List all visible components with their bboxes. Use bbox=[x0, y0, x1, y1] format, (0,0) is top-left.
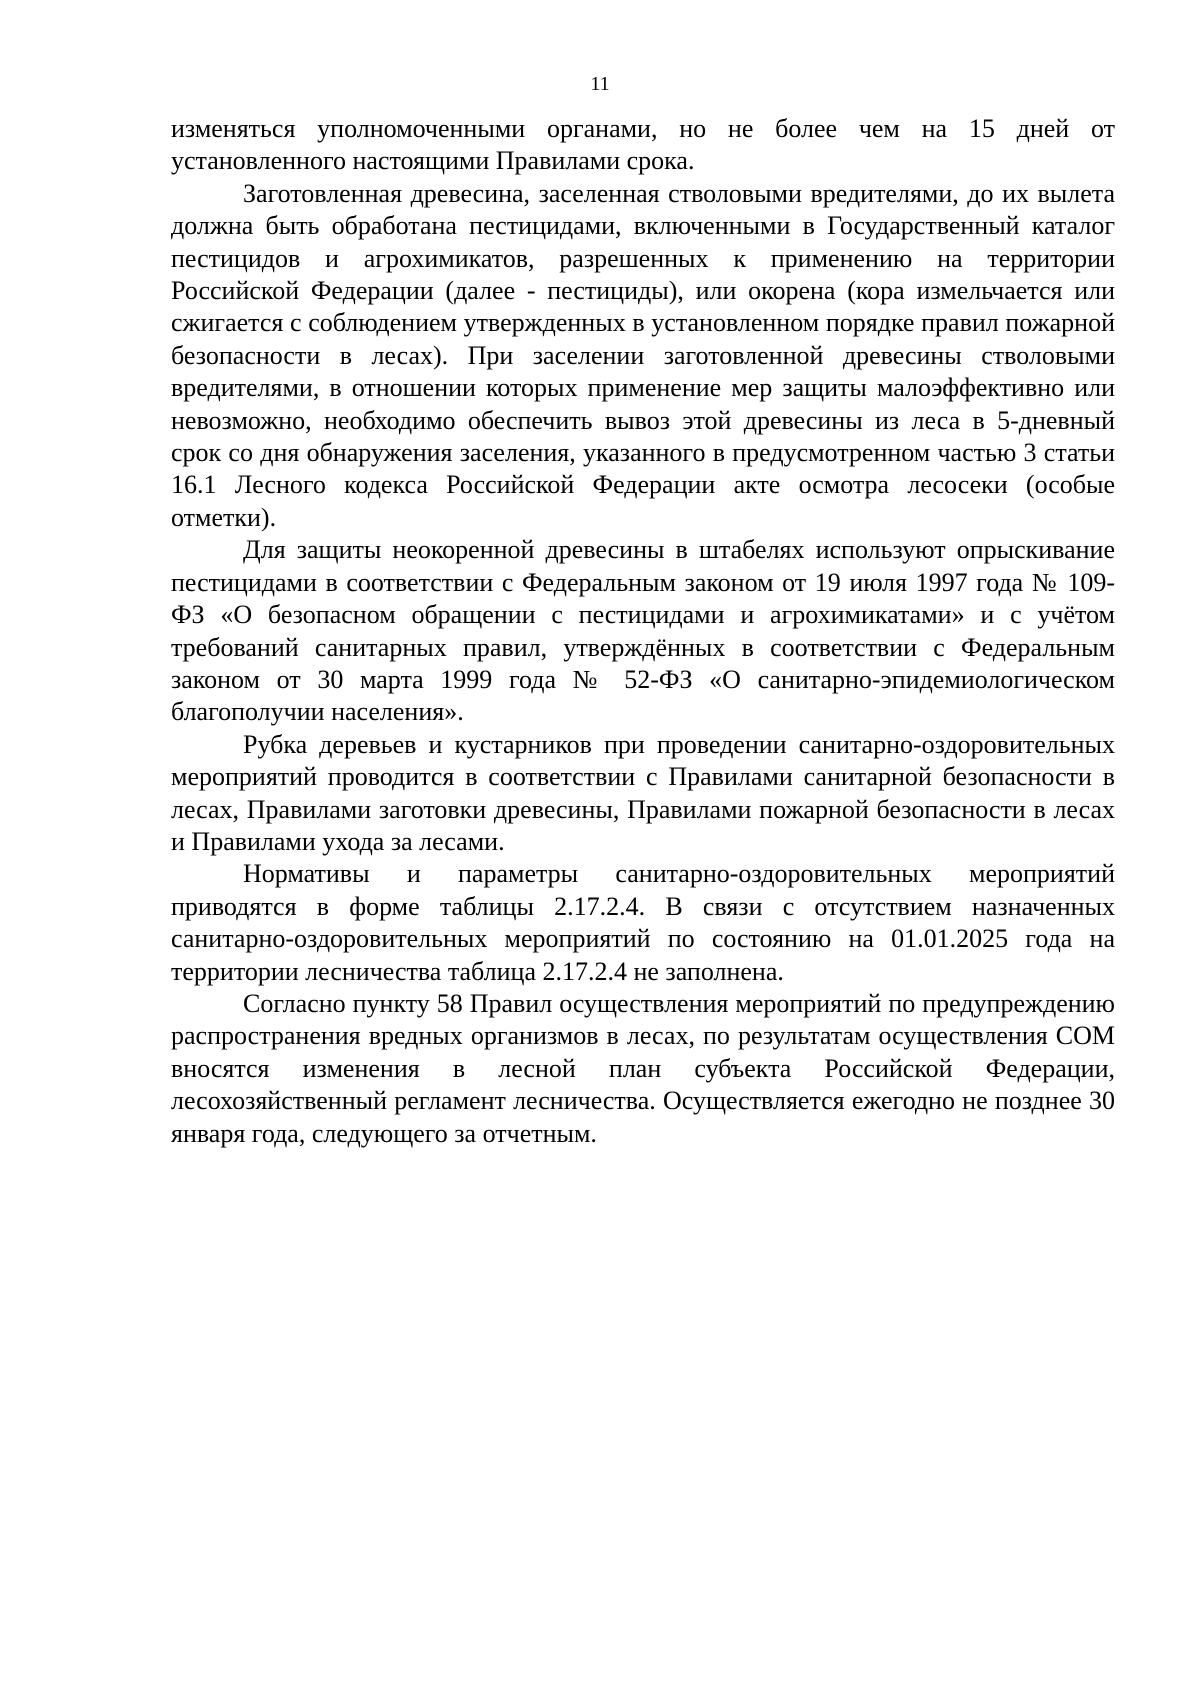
paragraph-forest-plan-changes: Согласно пункту 58 Правил осуществления мероприятий по предупреждению распространения вредных организмов в лесах, по результатам осуществления СОМ вносятся изменения в лесной план субъекта Российской Федерации, лесохозяйственный регламент лесничества. Осуществляется ежегодно не позднее 30 января года, следующего за отчетным. bbox=[171, 988, 1115, 1148]
paragraph-norms-table: Нормативы и параметры санитарно-оздоровительных мероприятий приводятся в форме таблицы 2.17.2.4. В связи с отсутствием назначенных санитарно-оздоровительных мероприятий по состоянию на 01.01.2025 года на территории лесничества таблица 2.17.2.4 не заполнена. bbox=[171, 859, 1115, 986]
paragraph-continuation: изменяться уполномоченными органами, но не более чем на 15 дней от установленного настоящими Правилами срока. bbox=[171, 114, 1115, 176]
paragraph-pesticide-spraying: Для защиты неокоренной древесины в штабелях используют опрыскивание пестицидами в соответствии с Федеральным законом от 19 июля 1997 года № 109-ФЗ «О безопасном обращении с пестицидами и агрохимикатами» и с учётом требований санитарных правил, утверждённых в соответствии с Федеральным законом от 30 марта 1999 года № 52-ФЗ «О санитарно-эпидемиологическом благополучии населения». bbox=[171, 535, 1115, 727]
paragraph-harvested-wood-treatment: Заготовленная древесина, заселенная стволовыми вредителями, до их вылета должна быть обработана пестицидами, включенными в Государственный каталог пестицидов и агрохимикатов, разрешенных к применению на территории Российской Федерации (далее - пестициды), или окорена (кора измельчается или сжигается с соблюдением утвержденных в установленном порядке правил пожарной безопасности в лесах). При заселении заготовленной древесины стволовыми вредителями, в отношении которых применение мер защиты малоэффективно или невозможно, необходимо обеспечить вывоз этой древесины из леса в 5-дневный срок со дня обнаружения заселения, указанного в предусмотренном частью 3 статьи 16.1 Лесного кодекса Российской Федерации акте осмотра лесосеки (особые отметки). bbox=[171, 178, 1115, 532]
page-number: 11 bbox=[590, 73, 610, 95]
document-body bbox=[171, 113, 1115, 1150]
paragraph-felling-rules: Рубка деревьев и кустарников при проведении санитарно-оздоровительных мероприятий проводится в соответствии с Правилами санитарной безопасности в лесах, Правилами заготовки древесины, Правилами пожарной безопасности в лесах и Правилами ухода за лесами. bbox=[171, 729, 1115, 856]
